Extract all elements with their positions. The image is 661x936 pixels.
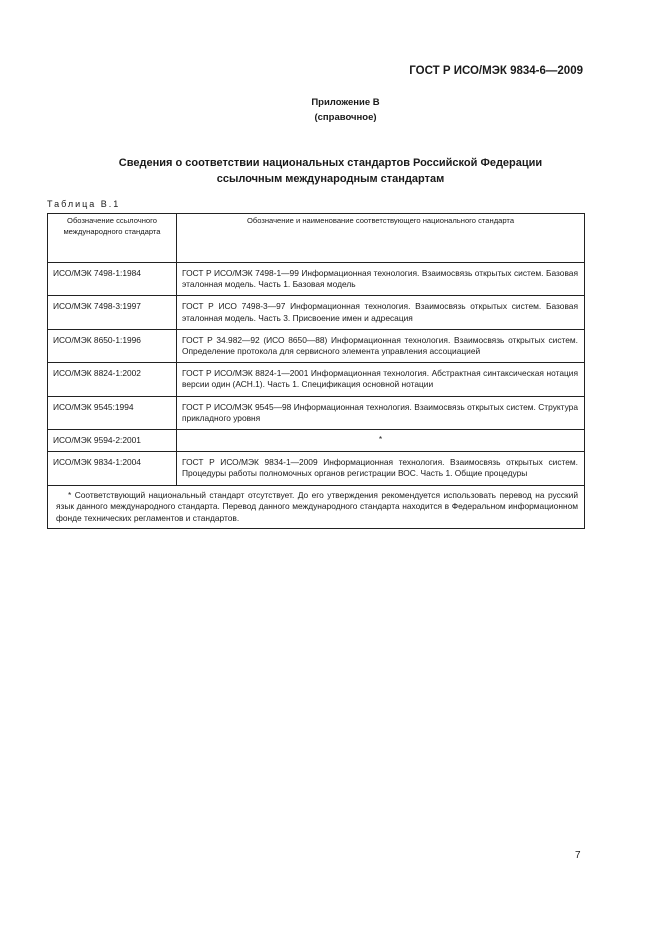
international-code: ИСО/МЭК 9594-2:2001: [48, 430, 177, 452]
international-code: ИСО/МЭК 7498-1:1984: [48, 263, 177, 296]
table-footnote: [48, 485, 585, 529]
national-standard: ГОСТ Р ИСО/МЭК 8824-1—2001 Информационная технология. Абстрактная синтаксическая нотация версии один (АСН.1). Часть 1. Спецификация основной нотации: [177, 363, 585, 396]
national-standard-missing-marker: *: [177, 430, 585, 452]
appendix-heading: [0, 95, 661, 125]
table-row: [48, 452, 585, 485]
appendix-title: Приложение В: [311, 97, 380, 108]
header-international-standard: Обозначение ссылочного международного стандарта: [48, 214, 177, 263]
section-title-line-1: Сведения о соответствии национальных стандартов Российской Федерации: [118, 157, 543, 169]
table-row: [48, 329, 585, 362]
table-row: [48, 296, 585, 329]
international-code: ИСО/МЭК 9545:1994: [48, 396, 177, 429]
table-row: [48, 263, 585, 296]
international-code: ИСО/МЭК 9834-1:2004: [48, 452, 177, 485]
correspondence-table: [47, 213, 585, 529]
table-label: Таблица В.1: [47, 199, 121, 209]
document-code: ГОСТ Р ИСО/МЭК 9834-6—2009: [409, 65, 583, 77]
international-code: ИСО/МЭК 8824-1:2002: [48, 363, 177, 396]
table-row: [48, 396, 585, 429]
international-code: ИСО/МЭК 7498-3:1997: [48, 296, 177, 329]
header-national-standard: Обозначение и наименование соответствующего национального стандарта: [177, 214, 585, 263]
table-row: [48, 363, 585, 396]
national-standard: ГОСТ Р ИСО/МЭК 7498-1—99 Информационная технология. Взаимосвязь открытых систем. Базовая эталонная модель. Часть 1. Базовая модель: [177, 263, 585, 296]
page-number: 7: [575, 850, 581, 861]
section-title: [0, 155, 661, 187]
international-code: ИСО/МЭК 8650-1:1996: [48, 329, 177, 362]
section-title-line-2: ссылочным международным стандартам: [216, 173, 445, 185]
table-footnote-row: [48, 485, 585, 529]
appendix-subtitle: (справочное): [314, 112, 377, 123]
table-header-row: [48, 214, 585, 263]
footnote-text: * Соответствующий национальный стандарт отсутствует. До его утверждения рекомендуется использовать перевод на русский язык данного международного стандарта. Перевод данного международного стандарта находится в Федеральном информационном фонде технических регламентов и стандартов.: [56, 489, 578, 523]
national-standard: ГОСТ Р ИСО 7498-3—97 Информационная технология. Взаимосвязь открытых систем. Базовая эталонная модель. Часть 3. Присвоение имен и адресация: [177, 296, 585, 329]
national-standard: ГОСТ Р ИСО/МЭК 9545—98 Информационная технология. Взаимосвязь открытых систем. Структура прикладного уровня: [177, 396, 585, 429]
national-standard: ГОСТ Р 34.982—92 (ИСО 8650—88) Информационная технология. Взаимосвязь открытых систем. Определение протокола для сервисного элемента управления ассоциацией: [177, 329, 585, 362]
national-standard: ГОСТ Р ИСО/МЭК 9834-1—2009 Информационная технология. Взаимосвязь открытых систем. Процедуры работы полномочных органов регистрации ВОС. Часть 1. Общие процедуры: [177, 452, 585, 485]
table-row: [48, 430, 585, 452]
